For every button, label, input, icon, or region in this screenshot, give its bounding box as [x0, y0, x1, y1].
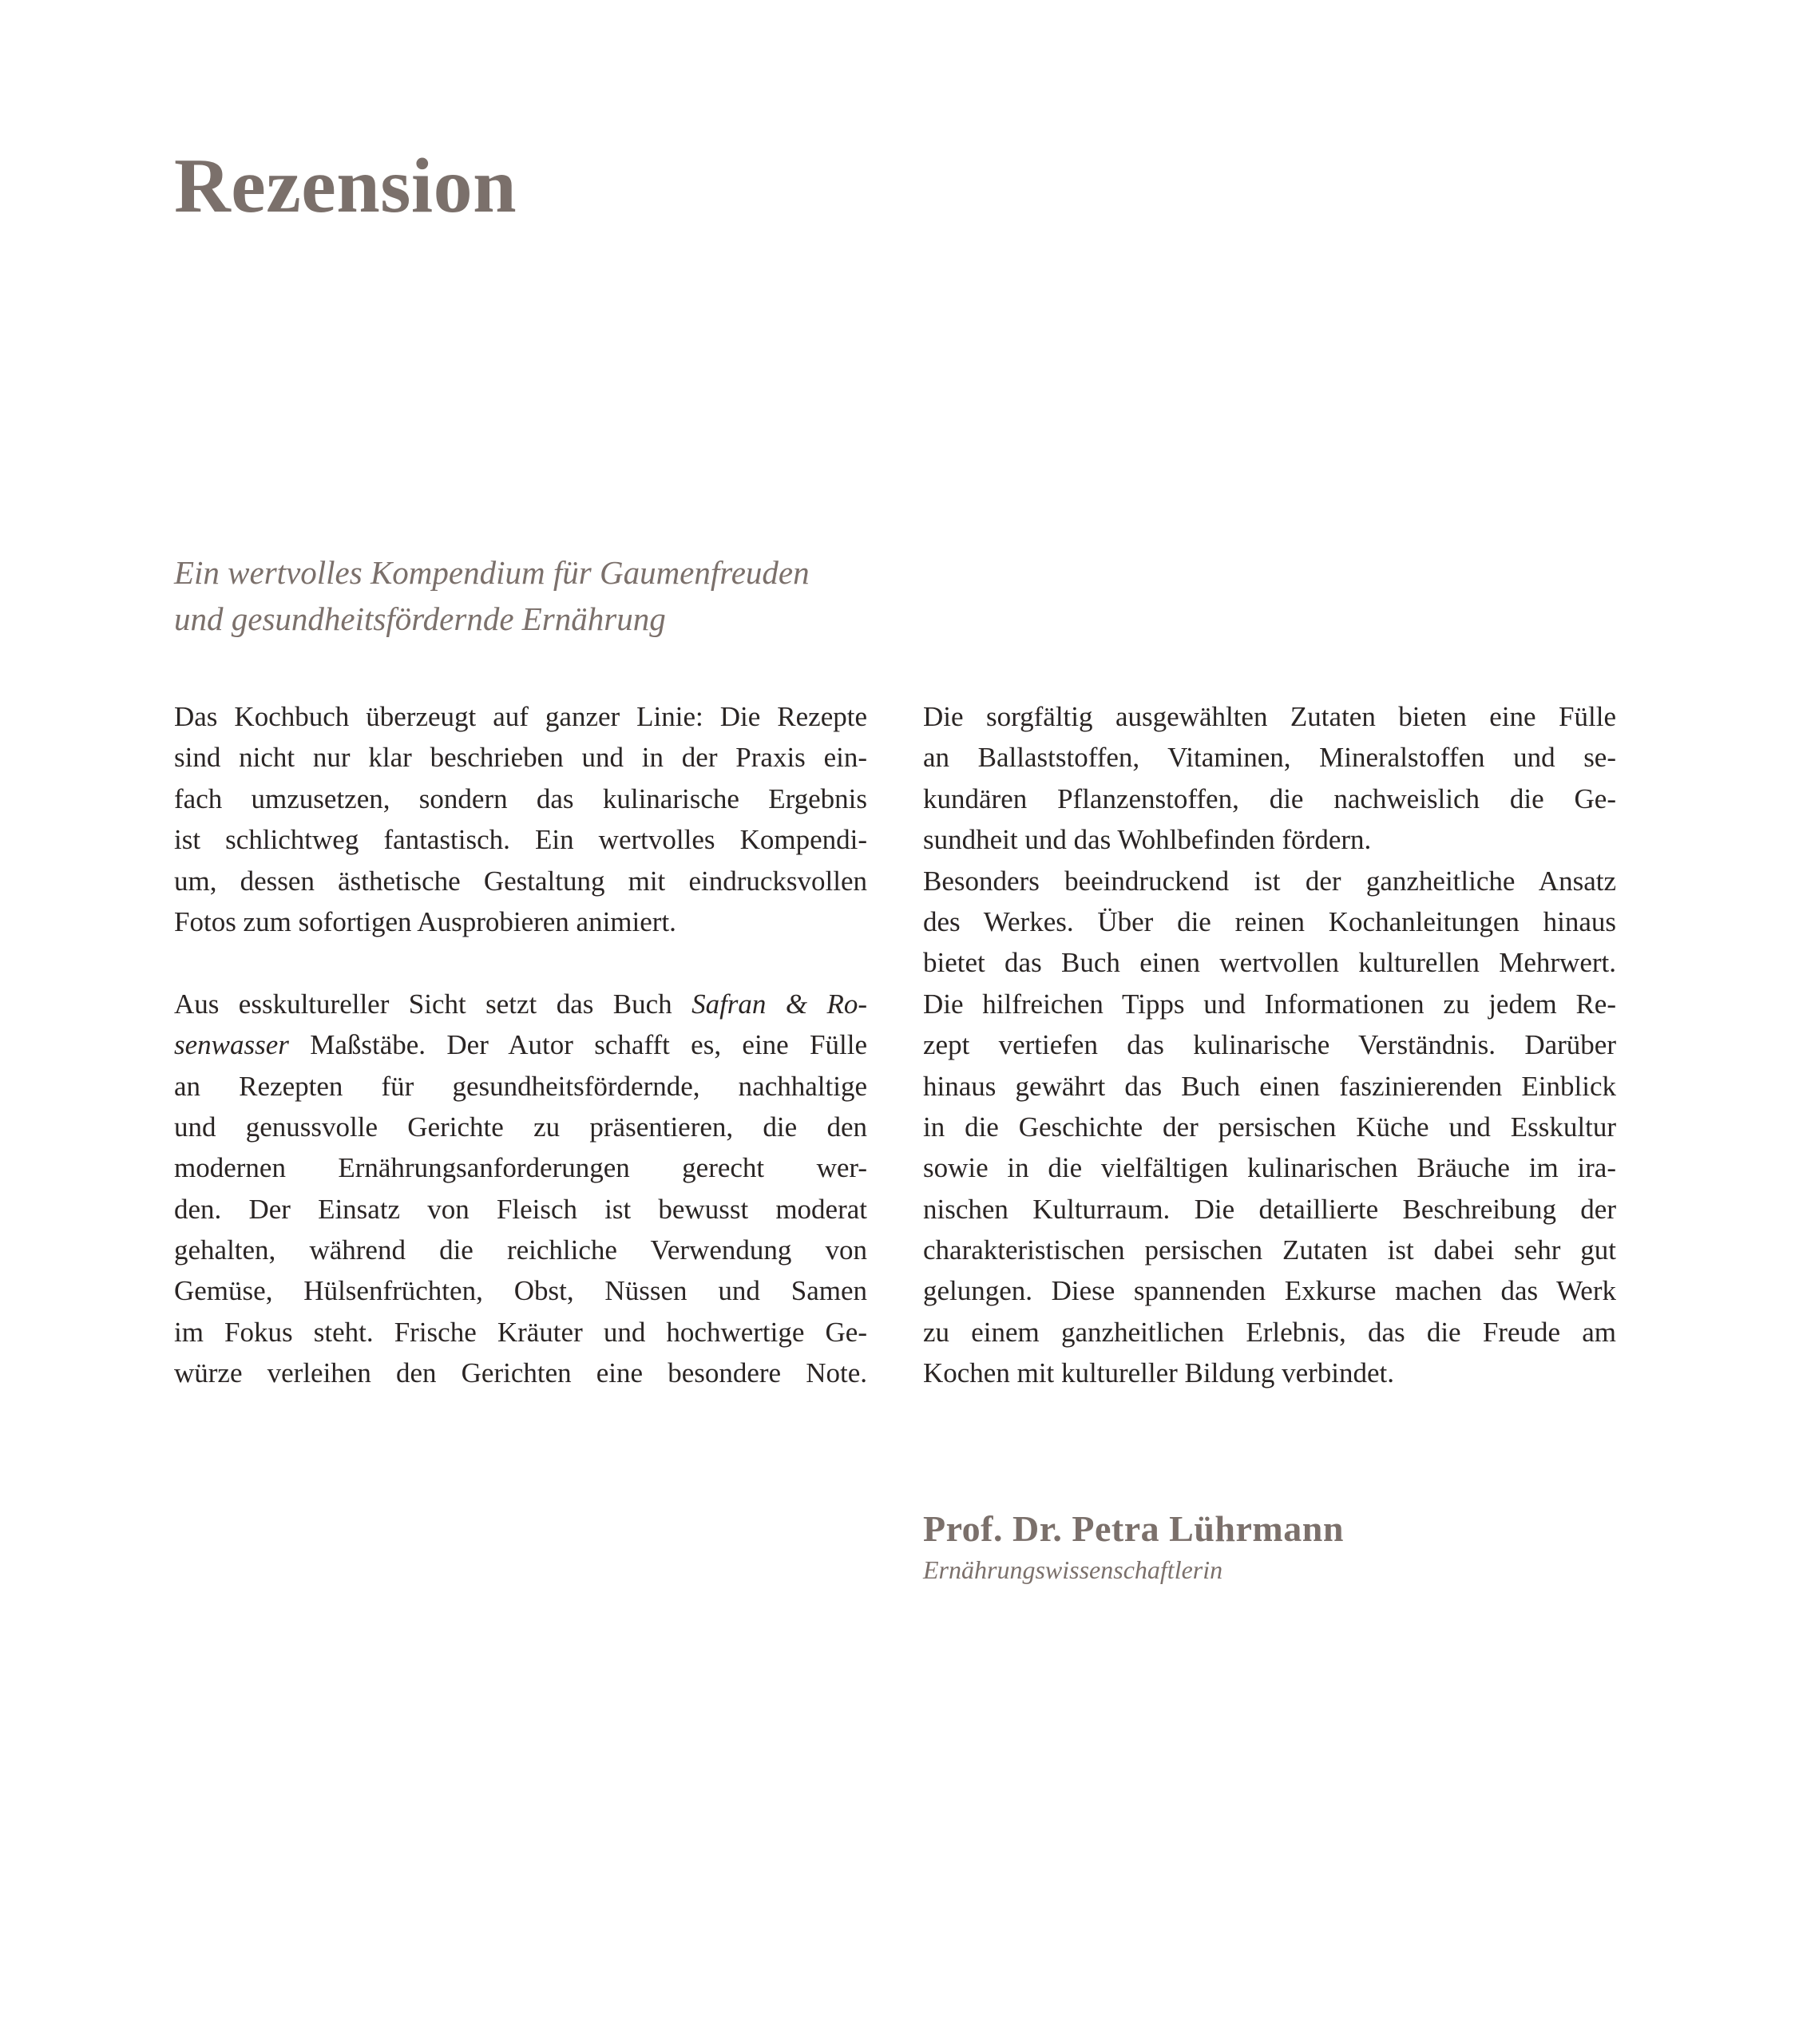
text-line: Besonders beeindruckend ist der ganzheitliche Ansatz	[923, 865, 1616, 897]
text-line: Die hilfreichen Tipps und Informationen zu jedem Re-	[923, 988, 1616, 1020]
text-line: des Werkes. Über die reinen Kochanleitungen hinaus	[923, 905, 1616, 937]
text-line: sind nicht nur klar beschrieben und in der Praxis ein-	[174, 742, 867, 774]
text-line: zept vertiefen das kulinarische Verständnis. Darüber	[923, 1029, 1616, 1061]
page-title: Rezension	[174, 143, 517, 229]
text-line: kundären Pflanzenstoffen, die nachweislich die Ge-	[923, 782, 1616, 814]
paragraph-gap	[174, 942, 867, 983]
author-name: Prof. Dr. Petra Lührmann	[923, 1508, 1344, 1549]
text-line	[174, 1024, 867, 1065]
text-line: um, dessen ästhetische Gestaltung mit eindrucksvollen	[174, 865, 867, 897]
text-line: Das Kochbuch überzeugt auf ganzer Linie: Die Rezepte	[174, 701, 867, 732]
text-line: an Ballaststoffen, Vitaminen, Mineralstoffen und se-	[923, 742, 1616, 774]
text-line: sowie in die vielfältigen kulinarischen Bräuche im ira-	[923, 1152, 1616, 1184]
book-title: Safran & Ro-	[691, 988, 867, 1020]
text-line: zu einem ganzheitlichen Erlebnis, das die Freude am	[923, 1316, 1616, 1348]
text-line	[174, 984, 867, 1024]
text-line: nischen Kulturraum. Die detaillierte Beschreibung der	[923, 1193, 1616, 1225]
text-line: in die Geschichte der persischen Küche und Esskultur	[923, 1111, 1616, 1143]
text-line: würze verleihen den Gerichten eine besondere Note.	[174, 1357, 867, 1389]
left-column	[174, 696, 867, 1394]
signature-block	[923, 1506, 1344, 1587]
text-line: hinaus gewährt das Buch einen faszinierenden Einblick	[923, 1070, 1616, 1102]
right-column	[923, 696, 1616, 1394]
text-line: bietet das Buch einen wertvollen kulturellen Mehrwert.	[923, 947, 1616, 979]
text-line: charakteristischen persischen Zutaten ist dabei sehr gut	[923, 1234, 1616, 1266]
text-line: gelungen. Diese spannenden Exkurse machen das Werk	[923, 1275, 1616, 1307]
text-fragment: Aus esskultureller Sicht setzt das Buch	[174, 988, 692, 1020]
text-line: den. Der Einsatz von Fleisch ist bewusst moderat	[174, 1193, 867, 1225]
author-role: Ernährungswissenschaftlerin	[923, 1555, 1223, 1584]
text-line: gehalten, während die reichliche Verwendung von	[174, 1234, 867, 1266]
text-line: sundheit und das Wohlbefinden fördern.	[923, 824, 1372, 856]
subtitle-line: und gesundheitsfördernde Ernährung	[174, 600, 666, 637]
text-line: modernen Ernährungsanforderungen gerecht wer-	[174, 1152, 867, 1184]
text-line: Gemüse, Hülsenfrüchten, Obst, Nüssen und Samen	[174, 1275, 867, 1307]
subtitle	[174, 549, 973, 642]
text-line: und genussvolle Gerichte zu präsentieren, die den	[174, 1111, 867, 1143]
text-line: Fotos zum sofortigen Ausprobieren animiert.	[174, 905, 676, 937]
text-line: an Rezepten für gesundheitsfördernde, nachhaltige	[174, 1070, 867, 1102]
text-fragment: Maßstäbe. Der Autor schafft es, eine Fülle	[288, 1029, 867, 1061]
text-line: im Fokus steht. Frische Kräuter und hochwertige Ge-	[174, 1316, 867, 1348]
text-line: ist schlichtweg fantastisch. Ein wertvolles Kompendi-	[174, 824, 867, 856]
text-line: Die sorgfältig ausgewählten Zutaten bieten eine Fülle	[923, 701, 1616, 732]
text-line: Kochen mit kultureller Bildung verbindet.	[923, 1357, 1395, 1389]
book-title: senwasser	[174, 1029, 289, 1061]
subtitle-line: Ein wertvolles Kompendium für Gaumenfreuden	[174, 554, 810, 591]
text-line: fach umzusetzen, sondern das kulinarische Ergebnis	[174, 782, 867, 814]
